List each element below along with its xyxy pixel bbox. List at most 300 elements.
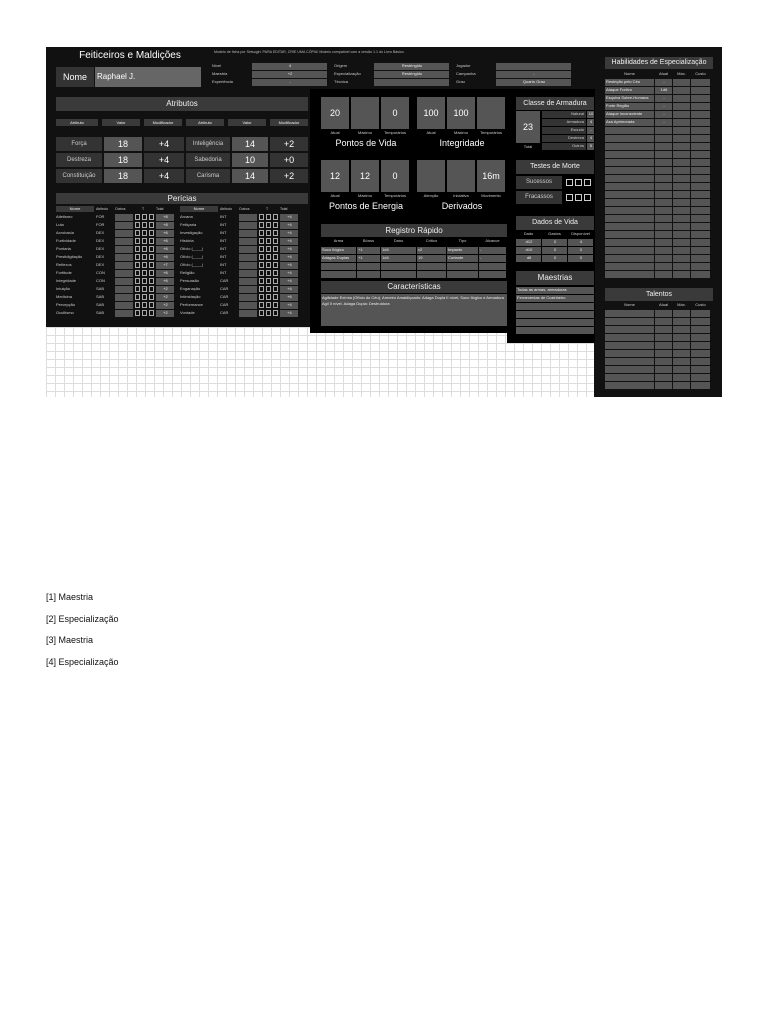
skill-mastery-checkbox[interactable] (149, 302, 154, 308)
skill-others-input[interactable] (115, 294, 133, 301)
talento-cell[interactable] (691, 366, 710, 373)
skill-others-input[interactable] (239, 294, 257, 301)
skill-trained-checkbox[interactable] (135, 230, 140, 236)
skill-training-checkbox[interactable] (142, 238, 147, 244)
talento-cell[interactable] (673, 350, 690, 357)
skill-others-input[interactable] (115, 222, 133, 229)
habilidade-cell[interactable] (655, 239, 672, 246)
morte-sucessos-checkbox[interactable] (575, 179, 582, 186)
habilidade-cell[interactable] (673, 87, 690, 94)
habilidade-cell[interactable] (691, 255, 710, 262)
skill-mastery-checkbox[interactable] (149, 230, 154, 236)
skill-training-checkbox[interactable] (266, 238, 271, 244)
habilidade-cell[interactable]: Forte Região (605, 103, 654, 110)
skill-others-input[interactable] (239, 278, 257, 285)
skill-mastery-checkbox[interactable] (273, 286, 278, 292)
registro-cell[interactable] (447, 263, 478, 270)
habilidade-cell[interactable] (673, 103, 690, 110)
dados-cell[interactable]: d12 (516, 239, 541, 246)
dados-cell[interactable]: 0 (542, 247, 567, 254)
habilidade-cell[interactable]: Ataque Inconsciente (605, 111, 654, 118)
morte-fracassos-checkbox[interactable] (566, 194, 573, 201)
skill-mastery-checkbox[interactable] (273, 230, 278, 236)
stat-value[interactable] (351, 97, 379, 129)
habilidade-cell[interactable] (691, 271, 710, 278)
habilidade-cell[interactable] (673, 183, 690, 190)
talento-cell[interactable] (673, 342, 690, 349)
registro-cell[interactable] (417, 263, 446, 270)
habilidade-cell[interactable] (691, 183, 710, 190)
habilidade-cell[interactable] (691, 151, 710, 158)
skill-mastery-checkbox[interactable] (149, 222, 154, 228)
habilidade-cell[interactable] (673, 167, 690, 174)
skill-training-checkbox[interactable] (266, 230, 271, 236)
habilidade-cell[interactable] (673, 263, 690, 270)
armadura-item-value[interactable]: 5 (587, 143, 594, 150)
attr-value[interactable]: 14 (232, 169, 268, 183)
info-value[interactable]: +2 (252, 71, 327, 78)
skill-trained-checkbox[interactable] (259, 246, 264, 252)
habilidade-cell[interactable]: - (655, 111, 672, 118)
habilidade-cell[interactable] (673, 119, 690, 126)
talento-cell[interactable] (673, 334, 690, 341)
dados-cell[interactable]: 0 (542, 255, 567, 262)
skill-others-input[interactable] (239, 262, 257, 269)
skill-training-checkbox[interactable] (266, 222, 271, 228)
talento-cell[interactable] (655, 358, 672, 365)
habilidade-cell[interactable] (655, 159, 672, 166)
skill-others-input[interactable] (115, 262, 133, 269)
skill-trained-checkbox[interactable] (259, 270, 264, 276)
habilidade-cell[interactable] (605, 239, 654, 246)
skill-trained-checkbox[interactable] (135, 214, 140, 220)
habilidade-cell[interactable] (691, 207, 710, 214)
habilidade-cell[interactable] (605, 159, 654, 166)
skill-training-checkbox[interactable] (142, 246, 147, 252)
armadura-item-value[interactable]: 4 (587, 119, 594, 126)
armadura-item-value[interactable]: 4 (587, 135, 594, 142)
habilidade-cell[interactable] (655, 263, 672, 270)
talento-cell[interactable] (691, 318, 710, 325)
stat-value[interactable]: 16m (477, 160, 505, 192)
skill-training-checkbox[interactable] (142, 254, 147, 260)
talento-cell[interactable] (605, 334, 654, 341)
skill-others-input[interactable] (115, 246, 133, 253)
talento-cell[interactable] (673, 374, 690, 381)
talento-cell[interactable] (655, 310, 672, 317)
skill-training-checkbox[interactable] (266, 294, 271, 300)
skill-trained-checkbox[interactable] (259, 286, 264, 292)
habilidade-cell[interactable] (691, 239, 710, 246)
habilidade-cell[interactable] (655, 247, 672, 254)
habilidade-cell[interactable] (691, 127, 710, 134)
habilidade-cell[interactable] (691, 103, 710, 110)
stat-value[interactable]: 12 (321, 160, 349, 192)
talento-cell[interactable] (605, 318, 654, 325)
habilidade-cell[interactable] (673, 175, 690, 182)
registro-cell[interactable] (479, 263, 506, 270)
skill-trained-checkbox[interactable] (135, 286, 140, 292)
skill-others-input[interactable] (115, 254, 133, 261)
registro-cell[interactable]: - (479, 255, 506, 262)
habilidade-cell[interactable] (605, 215, 654, 222)
skill-trained-checkbox[interactable] (135, 222, 140, 228)
attr-value[interactable]: 14 (232, 137, 268, 151)
skill-training-checkbox[interactable] (142, 262, 147, 268)
habilidade-cell[interactable]: Asa Aprimorada (605, 119, 654, 126)
registro-cell[interactable] (321, 271, 356, 278)
skill-training-checkbox[interactable] (142, 310, 147, 316)
habilidade-cell[interactable] (673, 79, 690, 86)
habilidade-cell[interactable] (605, 247, 654, 254)
habilidade-cell[interactable]: - (655, 95, 672, 102)
skill-training-checkbox[interactable] (142, 214, 147, 220)
habilidade-cell[interactable] (691, 263, 710, 270)
habilidade-cell[interactable] (673, 95, 690, 102)
habilidade-cell[interactable] (673, 151, 690, 158)
skill-trained-checkbox[interactable] (259, 254, 264, 260)
dados-cell[interactable]: 0 (568, 247, 593, 254)
habilidade-cell[interactable] (673, 199, 690, 206)
habilidade-cell[interactable] (673, 191, 690, 198)
maestria-item[interactable]: Ferramentas de Cozinheiro (516, 295, 594, 302)
stat-value[interactable]: 100 (447, 97, 475, 129)
skill-trained-checkbox[interactable] (135, 310, 140, 316)
skill-mastery-checkbox[interactable] (273, 278, 278, 284)
dados-cell[interactable]: d8 (516, 255, 541, 262)
stat-value[interactable] (447, 160, 475, 192)
skill-mastery-checkbox[interactable] (149, 294, 154, 300)
info-value[interactable] (374, 79, 449, 86)
habilidade-cell[interactable] (605, 223, 654, 230)
habilidade-cell[interactable] (691, 111, 710, 118)
habilidade-cell[interactable] (691, 223, 710, 230)
habilidade-cell[interactable] (691, 135, 710, 142)
habilidade-cell[interactable] (655, 167, 672, 174)
talento-cell[interactable] (673, 366, 690, 373)
info-value[interactable] (496, 63, 571, 70)
registro-cell[interactable] (447, 271, 478, 278)
dados-cell[interactable]: 0 (542, 239, 567, 246)
skill-training-checkbox[interactable] (142, 286, 147, 292)
habilidade-cell[interactable] (605, 175, 654, 182)
registro-cell[interactable] (357, 271, 380, 278)
habilidade-cell[interactable] (655, 175, 672, 182)
talento-cell[interactable] (691, 350, 710, 357)
habilidade-cell[interactable] (691, 191, 710, 198)
stat-value[interactable]: 0 (381, 160, 409, 192)
skill-training-checkbox[interactable] (266, 246, 271, 252)
registro-cell[interactable] (381, 263, 416, 270)
skill-trained-checkbox[interactable] (135, 246, 140, 252)
habilidade-cell[interactable] (673, 231, 690, 238)
info-value[interactable]: - (252, 79, 327, 86)
skill-mastery-checkbox[interactable] (149, 278, 154, 284)
habilidade-cell[interactable]: - (655, 79, 672, 86)
morte-fracassos-checkbox[interactable] (575, 194, 582, 201)
talento-cell[interactable] (655, 350, 672, 357)
info-value[interactable]: Quarto Grau (496, 79, 571, 86)
stat-value[interactable] (477, 97, 505, 129)
skill-mastery-checkbox[interactable] (273, 214, 278, 220)
skill-others-input[interactable] (115, 286, 133, 293)
stat-value[interactable]: 12 (351, 160, 379, 192)
habilidade-cell[interactable]: Ataque Furtivo (605, 87, 654, 94)
habilidade-cell[interactable] (673, 239, 690, 246)
talento-cell[interactable] (673, 382, 690, 389)
maestria-item[interactable] (516, 311, 594, 318)
attr-value[interactable]: 18 (104, 153, 142, 167)
skill-mastery-checkbox[interactable] (149, 286, 154, 292)
skill-mastery-checkbox[interactable] (149, 310, 154, 316)
skill-others-input[interactable] (239, 254, 257, 261)
talento-cell[interactable] (673, 358, 690, 365)
habilidade-cell[interactable] (605, 151, 654, 158)
habilidade-cell[interactable] (691, 175, 710, 182)
skill-mastery-checkbox[interactable] (149, 214, 154, 220)
habilidade-cell[interactable]: 1d6 (655, 87, 672, 94)
talento-cell[interactable] (691, 334, 710, 341)
registro-cell[interactable] (417, 271, 446, 278)
skill-training-checkbox[interactable] (142, 302, 147, 308)
skill-trained-checkbox[interactable] (135, 270, 140, 276)
skill-mastery-checkbox[interactable] (273, 238, 278, 244)
skill-mastery-checkbox[interactable] (273, 222, 278, 228)
skill-mastery-checkbox[interactable] (273, 254, 278, 260)
habilidade-cell[interactable] (691, 87, 710, 94)
registro-cell[interactable]: +1 (357, 255, 380, 262)
talento-cell[interactable] (655, 334, 672, 341)
skill-training-checkbox[interactable] (266, 254, 271, 260)
skill-training-checkbox[interactable] (266, 262, 271, 268)
skill-others-input[interactable] (239, 270, 257, 277)
registro-cell[interactable]: Soco Ilógico (321, 247, 356, 254)
skill-trained-checkbox[interactable] (259, 262, 264, 268)
habilidade-cell[interactable] (655, 151, 672, 158)
habilidade-cell[interactable] (605, 263, 654, 270)
talento-cell[interactable] (655, 318, 672, 325)
registro-cell[interactable]: +1 (357, 247, 380, 254)
skill-mastery-checkbox[interactable] (273, 262, 278, 268)
habilidade-cell[interactable] (655, 183, 672, 190)
morte-sucessos-checkbox[interactable] (566, 179, 573, 186)
attr-value[interactable]: 10 (232, 153, 268, 167)
habilidade-cell[interactable] (605, 207, 654, 214)
habilidade-cell[interactable] (655, 143, 672, 150)
skill-mastery-checkbox[interactable] (273, 294, 278, 300)
skill-training-checkbox[interactable] (142, 222, 147, 228)
skill-mastery-checkbox[interactable] (149, 254, 154, 260)
habilidade-cell[interactable] (691, 199, 710, 206)
talento-cell[interactable] (605, 342, 654, 349)
habilidade-cell[interactable]: Esquiva Sobre-Humana (605, 95, 654, 102)
habilidade-cell[interactable] (655, 271, 672, 278)
talento-cell[interactable] (655, 366, 672, 373)
habilidade-cell[interactable] (605, 199, 654, 206)
talento-cell[interactable] (691, 382, 710, 389)
skill-trained-checkbox[interactable] (259, 310, 264, 316)
skill-others-input[interactable] (115, 310, 133, 317)
maestria-item[interactable] (516, 327, 594, 334)
skill-training-checkbox[interactable] (142, 278, 147, 284)
talento-cell[interactable] (605, 350, 654, 357)
skill-trained-checkbox[interactable] (259, 278, 264, 284)
habilidade-cell[interactable] (673, 143, 690, 150)
habilidade-cell[interactable] (691, 143, 710, 150)
habilidade-cell[interactable] (673, 223, 690, 230)
registro-cell[interactable]: - (479, 247, 506, 254)
habilidade-cell[interactable] (673, 159, 690, 166)
talento-cell[interactable] (605, 310, 654, 317)
habilidade-cell[interactable] (655, 223, 672, 230)
talento-cell[interactable] (673, 326, 690, 333)
talento-cell[interactable] (691, 310, 710, 317)
skill-others-input[interactable] (239, 214, 257, 221)
habilidade-cell[interactable] (691, 167, 710, 174)
skill-trained-checkbox[interactable] (259, 294, 264, 300)
skill-mastery-checkbox[interactable] (149, 262, 154, 268)
skill-trained-checkbox[interactable] (135, 278, 140, 284)
habilidade-cell[interactable]: - (655, 119, 672, 126)
talento-cell[interactable] (691, 358, 710, 365)
skill-others-input[interactable] (239, 230, 257, 237)
skill-others-input[interactable] (239, 310, 257, 317)
skill-training-checkbox[interactable] (266, 278, 271, 284)
habilidade-cell[interactable] (605, 271, 654, 278)
skill-trained-checkbox[interactable] (135, 302, 140, 308)
dados-cell[interactable]: 4 (568, 239, 593, 246)
talento-cell[interactable] (691, 326, 710, 333)
talento-cell[interactable] (605, 382, 654, 389)
skill-others-input[interactable] (115, 278, 133, 285)
skill-training-checkbox[interactable] (266, 270, 271, 276)
habilidade-cell[interactable] (605, 255, 654, 262)
registro-cell[interactable]: 1d4 (381, 255, 416, 262)
habilidade-cell[interactable]: Restrição pelo Céu (605, 79, 654, 86)
talento-cell[interactable] (691, 342, 710, 349)
skill-training-checkbox[interactable] (266, 214, 271, 220)
habilidade-cell[interactable] (605, 127, 654, 134)
dados-cell[interactable]: d10 (516, 247, 541, 254)
skill-others-input[interactable] (239, 302, 257, 309)
habilidade-cell[interactable] (691, 95, 710, 102)
skill-training-checkbox[interactable] (142, 294, 147, 300)
stat-value[interactable] (417, 160, 445, 192)
habilidade-cell[interactable] (673, 271, 690, 278)
skill-others-input[interactable] (115, 270, 133, 277)
info-value[interactable]: Restringido (374, 71, 449, 78)
habilidade-cell[interactable] (673, 127, 690, 134)
stat-value[interactable]: 100 (417, 97, 445, 129)
skill-others-input[interactable] (239, 286, 257, 293)
attr-value[interactable]: 18 (104, 169, 142, 183)
skill-trained-checkbox[interactable] (135, 262, 140, 268)
registro-cell[interactable] (357, 263, 380, 270)
skill-mastery-checkbox[interactable] (273, 302, 278, 308)
caracteristicas-text[interactable]: Agilidade Exímia (Ofício do Céu), Armeiro Amaldiçoado: Adaga Dupla II nível, Soco Ilógico e Armadura Agil II nível. Adaga Dupla: Destruidora (321, 294, 507, 326)
skill-trained-checkbox[interactable] (259, 302, 264, 308)
talento-cell[interactable] (605, 374, 654, 381)
maestria-item[interactable] (516, 319, 594, 326)
skill-trained-checkbox[interactable] (135, 238, 140, 244)
habilidade-cell[interactable] (655, 127, 672, 134)
skill-training-checkbox[interactable] (142, 230, 147, 236)
stat-value[interactable]: 0 (381, 97, 409, 129)
maestria-item[interactable] (516, 303, 594, 310)
habilidade-cell[interactable] (655, 191, 672, 198)
habilidade-cell[interactable] (673, 111, 690, 118)
morte-sucessos-checkbox[interactable] (584, 179, 591, 186)
habilidade-cell[interactable] (655, 231, 672, 238)
habilidade-cell[interactable] (655, 215, 672, 222)
dados-cell[interactable]: 0 (568, 255, 593, 262)
habilidade-cell[interactable] (605, 143, 654, 150)
habilidade-cell[interactable] (673, 215, 690, 222)
habilidade-cell[interactable] (655, 199, 672, 206)
habilidade-cell[interactable] (691, 79, 710, 86)
talento-cell[interactable] (655, 382, 672, 389)
habilidade-cell[interactable] (691, 119, 710, 126)
skill-training-checkbox[interactable] (266, 302, 271, 308)
skill-trained-checkbox[interactable] (135, 294, 140, 300)
skill-training-checkbox[interactable] (266, 286, 271, 292)
skill-training-checkbox[interactable] (142, 270, 147, 276)
skill-training-checkbox[interactable] (266, 310, 271, 316)
habilidade-cell[interactable] (605, 231, 654, 238)
skill-others-input[interactable] (115, 238, 133, 245)
morte-fracassos-checkbox[interactable] (584, 194, 591, 201)
skill-mastery-checkbox[interactable] (273, 310, 278, 316)
registro-cell[interactable]: Cortante (447, 255, 478, 262)
skill-others-input[interactable] (239, 222, 257, 229)
registro-cell[interactable]: Impacto (447, 247, 478, 254)
habilidade-cell[interactable] (605, 167, 654, 174)
stat-value[interactable]: 20 (321, 97, 349, 129)
skill-others-input[interactable] (239, 238, 257, 245)
habilidade-cell[interactable] (605, 135, 654, 142)
skill-trained-checkbox[interactable] (259, 238, 264, 244)
skill-others-input[interactable] (115, 230, 133, 237)
talento-cell[interactable] (655, 326, 672, 333)
info-value[interactable]: - (496, 71, 571, 78)
skill-trained-checkbox[interactable] (259, 230, 264, 236)
habilidade-cell[interactable] (691, 215, 710, 222)
habilidade-cell[interactable] (673, 247, 690, 254)
talento-cell[interactable] (605, 326, 654, 333)
talento-cell[interactable] (605, 366, 654, 373)
habilidade-cell[interactable] (655, 255, 672, 262)
talento-cell[interactable] (673, 318, 690, 325)
talento-cell[interactable] (673, 310, 690, 317)
armadura-item-value[interactable]: - (587, 127, 594, 134)
habilidade-cell[interactable]: - (655, 103, 672, 110)
habilidade-cell[interactable] (673, 207, 690, 214)
skill-others-input[interactable] (115, 214, 133, 221)
registro-cell[interactable]: Adagas Duplas (321, 255, 356, 262)
registro-cell[interactable] (381, 271, 416, 278)
habilidade-cell[interactable] (605, 191, 654, 198)
talento-cell[interactable] (655, 342, 672, 349)
habilidade-cell[interactable] (655, 207, 672, 214)
info-value[interactable]: Restringido (374, 63, 449, 70)
habilidade-cell[interactable] (673, 135, 690, 142)
habilidade-cell[interactable] (655, 135, 672, 142)
maestria-item[interactable]: Todas as armas, armaduras (516, 287, 594, 294)
habilidade-cell[interactable] (605, 183, 654, 190)
habilidade-cell[interactable] (673, 255, 690, 262)
talento-cell[interactable] (691, 374, 710, 381)
skill-mastery-checkbox[interactable] (149, 238, 154, 244)
